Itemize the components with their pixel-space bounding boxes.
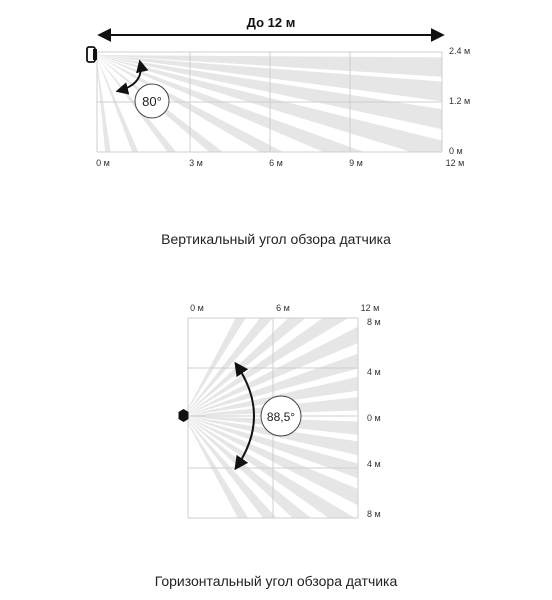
vertical-y-axis-ticks: [449, 46, 470, 156]
horizontal-angle-label: 88,5°: [266, 410, 296, 424]
vertical-x-axis-ticks: [96, 158, 464, 168]
horizontal-y-tick: 8 м: [367, 509, 381, 519]
horizontal-x-axis-ticks: [190, 303, 379, 313]
vertical-x-tick: 0 м: [96, 158, 110, 168]
horizontal-view: [179, 303, 381, 519]
vertical-x-tick: 3 м: [189, 158, 203, 168]
horizontal-x-tick: 6 м: [276, 303, 290, 313]
vertical-angle-label: 80°: [142, 94, 162, 109]
horizontal-x-tick: 12 м: [360, 303, 380, 313]
range-label: До 12 м: [246, 15, 296, 30]
horizontal-y-axis-ticks: [367, 317, 381, 519]
horizontal-y-tick: 8 м: [367, 317, 381, 327]
horizontal-caption: Горизонтальный угол обзора датчика: [154, 573, 398, 589]
vertical-y-tick: 2.4 м: [449, 46, 471, 56]
horizontal-x-tick: 0 м: [190, 303, 204, 313]
horizontal-y-tick: 4 м: [367, 367, 381, 377]
vertical-caption: Вертикальный угол обзора датчика: [161, 231, 391, 247]
vertical-view: [87, 15, 470, 168]
sensor-top-icon: [179, 409, 189, 422]
horizontal-y-tick: 0 м: [367, 413, 381, 423]
vertical-x-tick: 9 м: [349, 158, 363, 168]
vertical-y-tick: 0 м: [449, 146, 463, 156]
horizontal-y-tick: 4 м: [367, 459, 381, 469]
vertical-x-tick: 6 м: [269, 158, 283, 168]
vertical-y-tick: 1.2 м: [449, 96, 471, 106]
sensor-side-icon: [87, 47, 97, 62]
vertical-x-tick: 12 м: [445, 158, 465, 168]
